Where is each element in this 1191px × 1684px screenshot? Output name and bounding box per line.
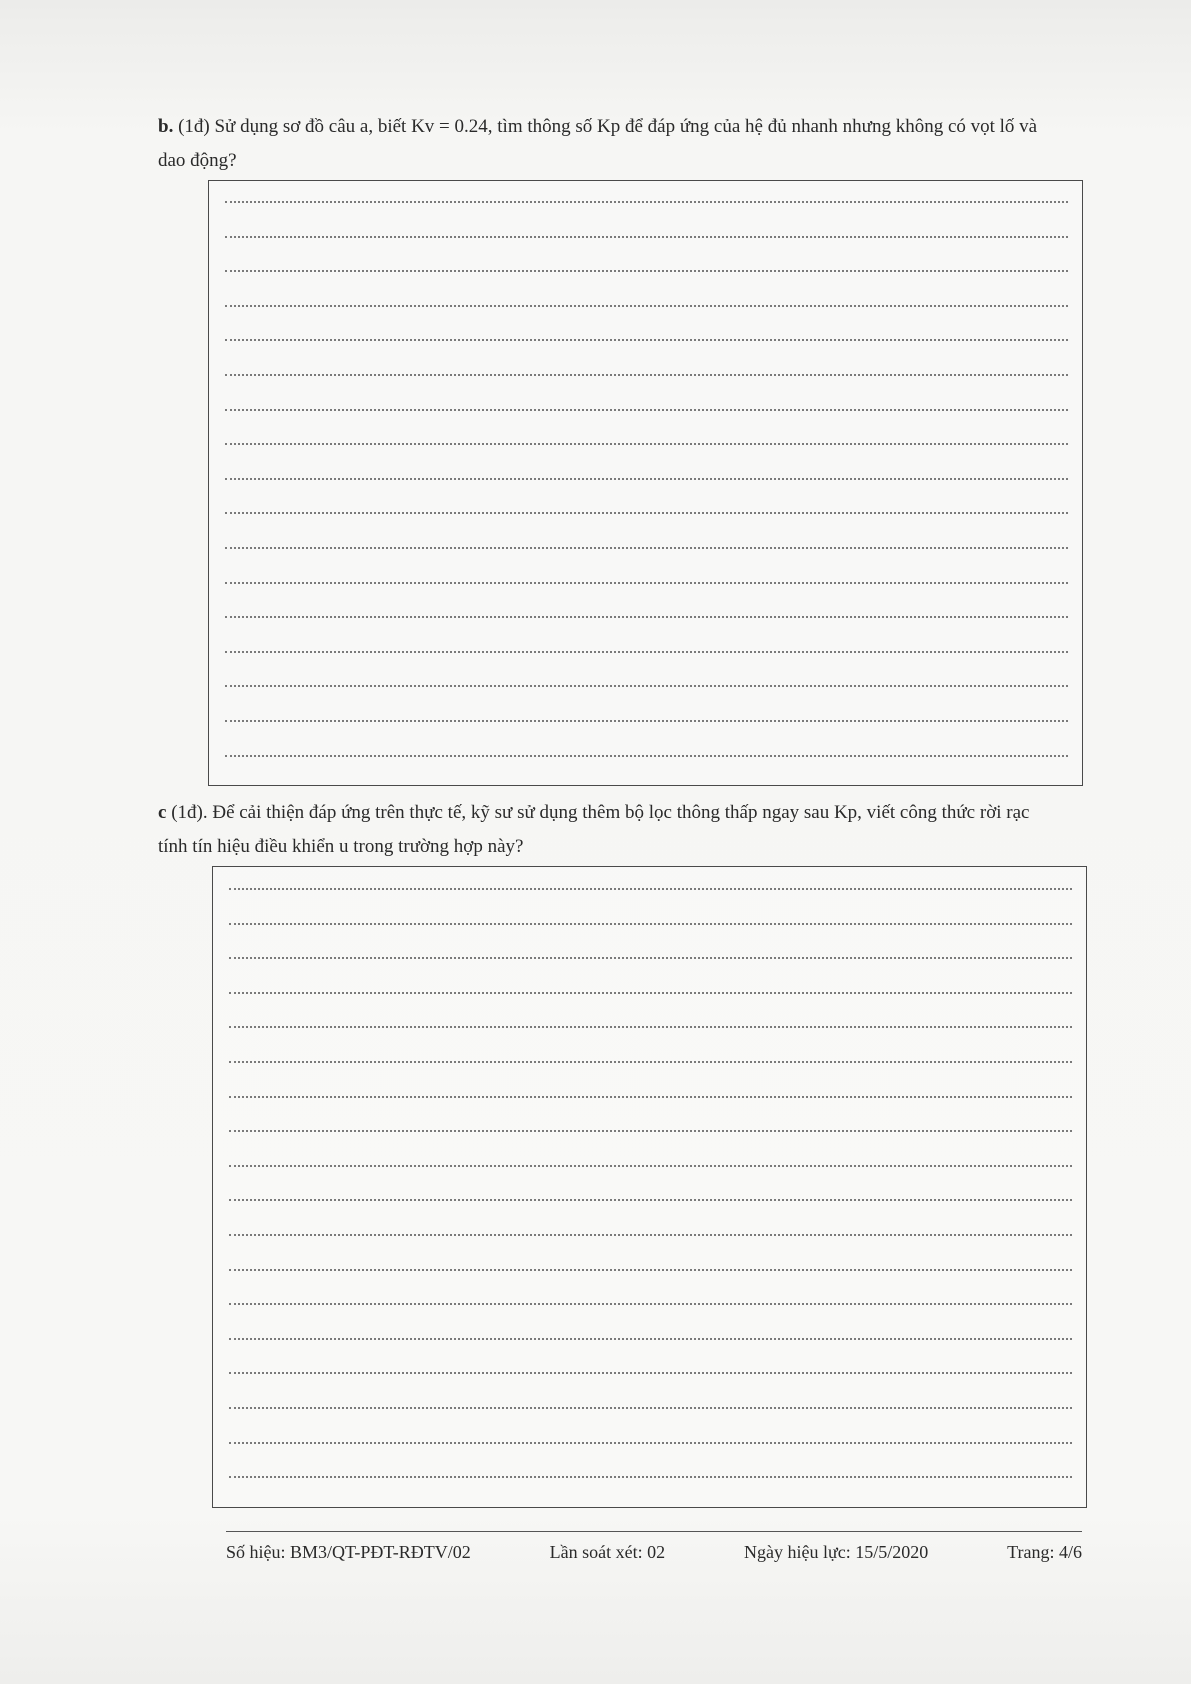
- page-footer: [226, 1531, 1082, 1563]
- answer-line: [229, 1407, 1072, 1409]
- answer-line: [225, 582, 1068, 584]
- answer-line: [229, 1372, 1072, 1374]
- answer-line: [225, 339, 1068, 341]
- answer-line: [225, 201, 1068, 203]
- answer-line: [225, 547, 1068, 549]
- answer-line: [229, 1476, 1072, 1478]
- answer-line: [229, 992, 1072, 994]
- footer-revision: Lần soát xét: 02: [549, 1542, 666, 1562]
- answer-box-b[interactable]: [208, 180, 1083, 786]
- question-b-text: (1đ) Sử dụng sơ đồ câu a, biết Kv = 0.24, tìm thông số Kp để đáp ứng của hệ đủ nhanh nhưng không có vọt lố và dao động?: [158, 116, 1038, 171]
- footer-doc-code: Số hiệu: BM3/QT-PĐT-RĐTV/02: [226, 1542, 471, 1562]
- answer-line: [225, 236, 1068, 238]
- answer-line: [229, 1303, 1072, 1305]
- footer-effective-date: Ngày hiệu lực: 15/5/2020: [744, 1542, 929, 1562]
- answer-line: [229, 1442, 1072, 1444]
- answer-line: [229, 1130, 1072, 1132]
- answer-line: [225, 685, 1068, 687]
- question-b-label: b.: [158, 116, 174, 137]
- answer-line: [225, 305, 1068, 307]
- question-c-label: c: [158, 802, 167, 823]
- answer-line: [225, 651, 1068, 653]
- answer-line: [225, 374, 1068, 376]
- answer-line: [225, 443, 1068, 445]
- answer-line: [229, 923, 1072, 925]
- answer-line: [229, 888, 1072, 890]
- answer-line: [229, 1269, 1072, 1271]
- question-c-text: (1đ). Để cải thiện đáp ứng trên thực tế, kỹ sư sử dụng thêm bộ lọc thông thấp ngay sau Kp, viết công thức rời rạc tính tín hiệu điều khiển u trong trường hợp này?: [158, 802, 1030, 857]
- answer-line: [225, 409, 1068, 411]
- answer-line: [229, 1165, 1072, 1167]
- question-c: [158, 796, 1058, 864]
- answer-line: [229, 957, 1072, 959]
- answer-line: [225, 512, 1068, 514]
- question-b: [158, 110, 1058, 178]
- answer-line: [225, 478, 1068, 480]
- answer-line: [229, 1199, 1072, 1201]
- answer-line: [229, 1096, 1072, 1098]
- answer-line: [229, 1338, 1072, 1340]
- answer-line: [229, 1026, 1072, 1028]
- answer-line: [225, 616, 1068, 618]
- answer-line: [225, 755, 1068, 757]
- answer-line: [229, 1234, 1072, 1236]
- answer-box-c[interactable]: [212, 866, 1087, 1508]
- answer-line: [225, 720, 1068, 722]
- footer-page-number: Trang: 4/6: [1007, 1542, 1082, 1562]
- answer-line: [225, 270, 1068, 272]
- answer-line: [229, 1061, 1072, 1063]
